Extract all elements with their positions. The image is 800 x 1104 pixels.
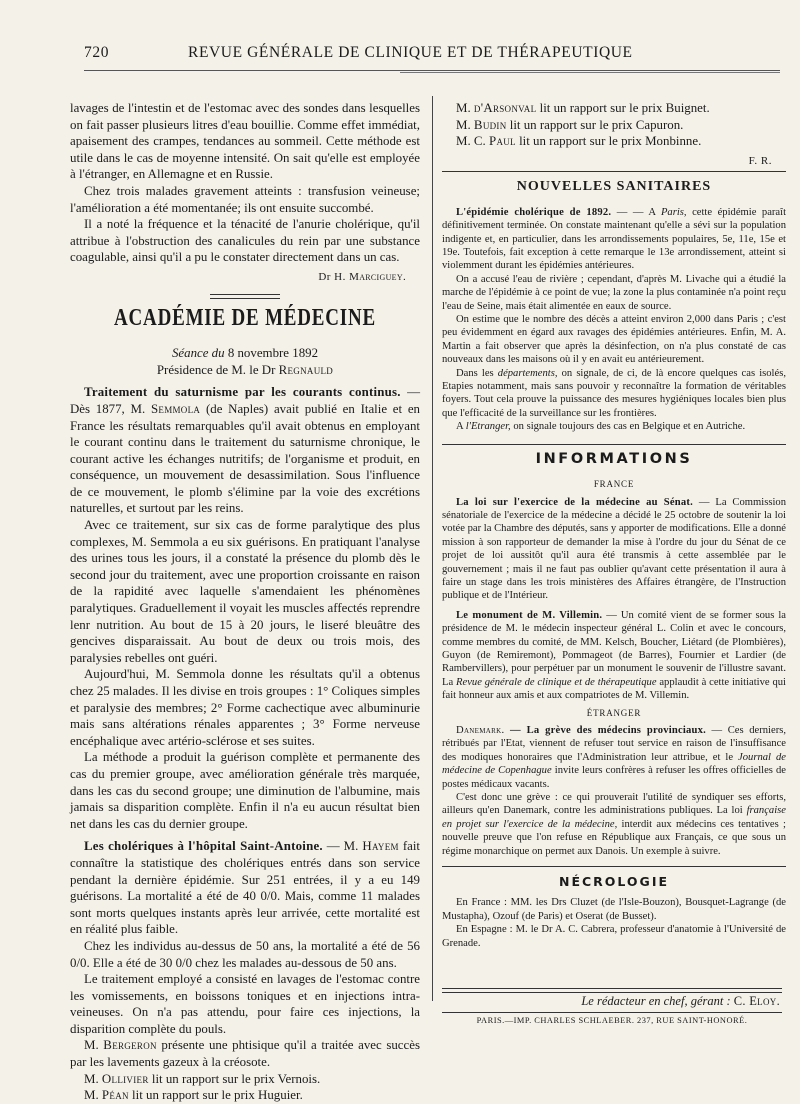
paragraph: Il a noté la fréquence et la ténacité de l'anurie cholérique, qu'il attribue à l'obstruction des canalicules du rein par une substance coagulable, ainsi qu'il a pu le constater directement dans un cas. xyxy=(70,217,420,265)
section-separator xyxy=(210,294,280,299)
editor-line xyxy=(442,994,780,1009)
person-name: Hayem xyxy=(362,839,399,854)
editor-label: Le rédacteur en chef, gérant : xyxy=(581,994,731,1008)
text-run: fait connaître la statistique des cholériques entrés dans son service pendant la dernière épidémie. Sur 251 entrées, il y a eu 149 guérisons. La mortalité a été de 40 0/0. Mais, comme 11 malades sont morts quelques instants après leur arrivée, cette mortalité est en réalité plus faible. xyxy=(70,839,420,937)
text-run: M. xyxy=(456,117,471,132)
text-run: M. xyxy=(84,1038,99,1053)
report-line xyxy=(442,117,786,134)
author-signature xyxy=(70,269,420,286)
paragraph: Chez les individus au-dessus de 50 ans, la mortalité a été de 56 0/0. Elle a été de 30 0/0 chez les malades au-dessous de 50 ans. xyxy=(70,938,420,970)
report-list xyxy=(442,100,786,169)
article-title: L'épidémie cholérique de 1892. xyxy=(456,206,612,218)
footer-rule xyxy=(442,988,782,993)
left-column xyxy=(70,100,420,1104)
paragraph xyxy=(442,367,786,421)
text-run: lit un rapport sur le prix Huguier. xyxy=(132,1088,303,1103)
paragraph: La méthode a produit la guérison complète et permanente des cas du premier groupe, avec amélioration générale très marquée, dans les cas du second groupe; une diminution de l'albumine, mais jamais sa disparition complète. Enfin il n'a eu aucun résultat bien net dans les cas du dernier groupe. xyxy=(70,750,420,831)
person-name: Budin xyxy=(473,117,507,132)
printer-imprint: PARIS.—IMP. CHARLES SCHLAEBER. 237, RUE SAINT-HONORÉ. xyxy=(476,1016,748,1025)
person-name: Péan xyxy=(101,1088,129,1103)
text-run: M. xyxy=(84,1088,99,1103)
article-title: Les cholériques à l'hôpital Saint-Antoine. xyxy=(84,839,323,854)
paragraph xyxy=(70,1087,420,1104)
article-title: La loi sur l'exercice de la médecine au Sénat. xyxy=(456,496,693,508)
paragraph: En Espagne : M. le Dr A. C. Cabrera, professeur d'anatomie à l'Université de Grenade. xyxy=(442,924,786,949)
person-name: Ollivier xyxy=(101,1071,149,1086)
text-run: française en projet sur l'exercice de la médecine, xyxy=(442,805,786,830)
paragraph: On estime que le nombre des décès a atteint environ 2,000 dans Paris ; c'est peu évidemment en égard aux ravages des épidémies antérieures. Enfin, M. A. Martin a fait observer que après la désinfection, on n'a plus constaté de cas nouveaux dans les maisons où il y en avait eu antérieurement. xyxy=(442,314,786,366)
text-run: lit un rapport sur le prix Vernois. xyxy=(151,1071,321,1086)
person-name: Semmola xyxy=(150,401,201,416)
text-run: on signale toujours des cas en Belgique et en Autriche. xyxy=(513,421,746,433)
article-title: Le monument de M. Villemin. xyxy=(456,609,603,621)
session-label: Séance du xyxy=(171,346,225,361)
country-name: Danemark. xyxy=(456,725,505,736)
person-name: Bergeron xyxy=(103,1038,157,1053)
paragraph xyxy=(442,724,786,791)
paragraph xyxy=(442,496,786,603)
report-line xyxy=(442,100,786,117)
paragraph xyxy=(70,838,420,938)
text-run: interdit aux médecins ces tentatives ; nouvelle preuve que l'on refuse en République aux Français, ce que sous un régime monarchique on permet aux Danois. Un exemple à suivre. xyxy=(442,818,786,857)
author-signature: F. R. xyxy=(748,154,772,167)
section-title-nouvelles: NOUVELLES SANITAIRES xyxy=(442,171,786,193)
paragraph xyxy=(70,1037,420,1070)
text-run: — — A xyxy=(616,206,656,218)
president-name: Regnauld xyxy=(278,362,334,377)
subsection-etranger: ÉTRANGER xyxy=(586,707,642,718)
page-number: 720 xyxy=(84,44,110,61)
text-run: M. xyxy=(84,1071,99,1086)
presidency-line xyxy=(70,362,420,379)
text-run: — Ces derniers, rétribués par l'Etat, viennent de refuser tout service en raison de l'insuffisance des modiques honoraires que l'Administration leur attribue, et le xyxy=(442,725,786,763)
header-rule xyxy=(84,70,780,71)
paragraph: Avec ce traitement, sur six cas de forme paralytique des plus complexes, M. Semmola a eu six guérisons. En pratiquant l'analyse des urines tous les jours, il a constaté la présence du plomb dès le second jour du traitement, avec une proportion croissante en raison de la rapidité avec laquelle s'amendaient les phénomènes paralytiques. Graduellement il voyait les muscles affectés reprendre lenr nutrition. Au bout de 15 à 20 jours, le liseré bleuâtre des gencives disparaissait. Au bout de deux ou trois mois, des paralysies rebelles ont guéri. xyxy=(70,518,420,665)
section-title-necrologie: NÉCROLOGIE xyxy=(442,866,786,888)
text-run: — La Commission sénatoriale de l'exercice de la médecine a décidé le 25 octobre de soutenir la loi votée par la Chambre des députés, sans y apporter de modifications. Elle a donné mission à son rapporteur de demander la mise à l'ordre du jour du Sénat de ce projet de loi aussitôt qu'il aura été transmis à cette assemblée par le gouvernement ; mais il ne faut pas oublier qu'avant cette présentation il aura à faire un stage dans les trois ministères des Affaires étrangère, de l'Instruction publique et de l'Intérieur. xyxy=(442,496,786,602)
paragraph: On a accusé l'eau de rivière ; cependant, d'après M. Livache qui a étudié la marche de l'épidémie à ce point de vue; la zone la plus contaminée n'a point reçu l'eau de Seine, mais était alimentée en eaux de source. xyxy=(442,273,786,312)
article-title: Traitement du saturnisme par les courants continus. xyxy=(84,385,401,400)
paragraph: En France : MM. les Drs Cluzet (de l'Isle-Bouzon), Bousquet-Lagrange (de Mustapha), Ozouf (de Paris) et Oserat (de Busset). xyxy=(442,897,786,922)
right-column xyxy=(442,100,786,950)
text-run: lit un rapport sur le prix Monbinne. xyxy=(519,134,702,149)
editor-name: C. Eloy. xyxy=(733,994,780,1008)
text-run: cette épidémie paraît définitivement terminée. On constate maintenant qu'elle a sévi sur la population indigente et, en particulier, dans les arrondissements populaires, 5e, 11e, 15e et 19e. Toutefois, fait exception à cette remarque le 13e arrondissement, atteint si violemment durant les épidémies antérieures. xyxy=(442,206,787,272)
paragraph xyxy=(70,1071,420,1088)
text-run: invite leurs confrères à refuser les offres officielles de postes médicaux vacants. xyxy=(442,765,786,790)
session-line xyxy=(70,345,420,362)
text-run: applaudit à cette initiative qui fait honneur aux amis et aux compatriotes de M. Villemin. xyxy=(442,676,786,702)
journal-title: REVUE GÉNÉRALE DE CLINIQUE ET DE THÉRAPEUTIQUE xyxy=(188,44,633,61)
text-run: lit un rapport sur le prix Capuron. xyxy=(509,117,684,132)
paragraph xyxy=(442,791,786,858)
text-run: — Dès 1877, M. xyxy=(70,385,420,416)
paragraph: lavages de l'intestin et de l'estomac avec des sondes dans lesquelles on fait passer plusieurs litres d'eau bouillie. Comme effet immédiat, apaisement des crampes, tendances au sommeil. Cette méthode est utile dans le cas de moyenne intensité. On sait qu'elle est employée à l'étranger, en Allemagne et en Russie. xyxy=(70,101,420,182)
column-divider xyxy=(432,96,433,1001)
paragraph: Le traitement employé a consisté en lavages de l'estomac contre les vomissements, en boissons toniques et en injections intra-veineuses. On n'a pas attendu, pour faire ces injections, la disparition complète du pouls. xyxy=(70,972,420,1036)
text-run: C'est donc une grève : ce qui prouverait l'utilité de syndiquer ses efforts, ailleurs qu'en Danemark, contre les administrations publiques. La loi xyxy=(442,792,786,817)
section-title-informations: INFORMATIONS xyxy=(442,444,786,466)
section-title: ACADÉMIE DE MÉDECINE xyxy=(114,304,376,331)
text-run: on signale, de ci, de là encore quelques cas isolés, Etapies notamment, mais sans pouvoir y reconnaître la formation de véritables foyers. Tout cela prouve la puissance des mesures hygiéniques locales bien plus que l'efficacité de la surveillance sur les frontières. xyxy=(442,367,786,419)
subsection-france: FRANCE xyxy=(593,479,635,490)
text-run: M. C. xyxy=(456,134,486,149)
person-name: d'Arsonval xyxy=(473,101,537,115)
paragraph xyxy=(442,609,786,703)
text-run: A xyxy=(456,421,464,433)
paragraph xyxy=(70,384,420,517)
text-run: M. xyxy=(456,101,471,115)
text-run: Paris, xyxy=(660,206,687,218)
text-run: Revue générale de clinique et de thérapeutique xyxy=(456,676,657,688)
text-run: présente une phtisique qu'il a traitée avec succès par les lavements gazeux à la créosote. xyxy=(70,1038,420,1070)
paragraph: Chez trois malades gravement atteints : transfusion veineuse; l'amélioration a été momentanée; ils ont ensuite succombé. xyxy=(70,183,420,215)
text-run: lit un rapport sur le prix Buignet. xyxy=(539,101,710,115)
session-date: 8 novembre 1892 xyxy=(227,346,319,361)
paragraph: Aujourd'hui, M. Semmola donne les résultats qu'il a obtenus chez 25 malades. Il les divise en trois groupes : 1° Coliques simples et paralysie des membres; 2° Forme cachectique avec albuminurie mais sans altérations rénales apparentes ; 3° Forme nerveuse encéphalique avec artério-sclérose et ses suites. xyxy=(70,667,420,748)
article-title: — La grève des médecins provinciaux. xyxy=(510,725,706,736)
report-line xyxy=(442,133,786,150)
text-run: Dans les xyxy=(456,367,494,379)
person-name: Paul xyxy=(488,134,516,149)
text-run: — M. xyxy=(326,839,359,854)
paragraph xyxy=(442,206,786,273)
text-run: Journal de médecine de Copenhague xyxy=(442,751,786,777)
signature-prefix: Dr H. xyxy=(318,270,346,283)
text-run: départements, xyxy=(497,367,558,379)
paragraph xyxy=(442,420,786,433)
text-run: l'Etranger, xyxy=(465,421,511,433)
header-rule-secondary xyxy=(400,72,780,73)
presidency-prefix: Présidence de M. le Dr xyxy=(156,362,276,377)
text-run: (de Naples) avait publié en Italie et en France les résultats remarquables qu'il avait obtenus en employant le courant continu dans le traitement du saturnisme chronique, le courant active les échanges nutritifs; de l'organisme et produit, en conséquence, un mouvement de desassimilation. Sous l'influence de ce mouvement, le plomb s'élimine par la voie des excrétions naturelles, et surtout par les reins. xyxy=(70,401,420,516)
running-header xyxy=(48,44,778,68)
signature-name: Marciguey. xyxy=(349,270,406,283)
footer-rule-secondary xyxy=(442,1012,782,1013)
text-run: — Un comité vient de se former sous la présidence de M. le médecin inspecteur général L. Colin et avec le concours, comme membres du comité, de MM. Kelsch, Boucher, Liétard (de Plombières), Guyon (de Remiremont), Pommageot (de Barres), Fournier et Lardier (de Rambervillers), pour perpétuer par un monument le souvenir de l'illustre savant. La xyxy=(442,609,786,688)
